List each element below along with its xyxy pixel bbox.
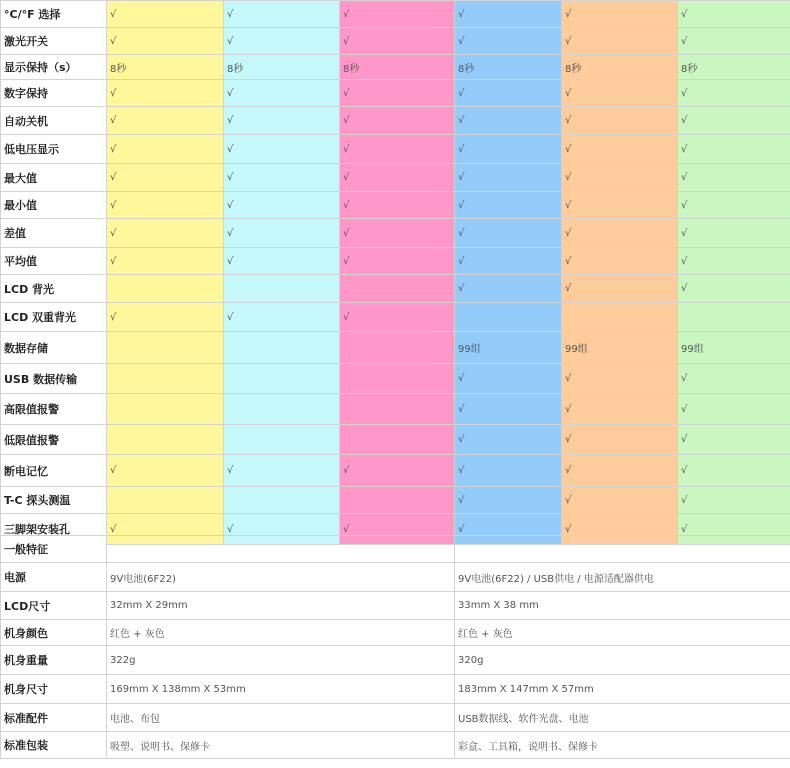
feature-value-model-2: [224, 394, 340, 425]
feature-value-model-5: √: [562, 135, 678, 164]
feature-label: 显示保持（s）: [1, 55, 107, 80]
feature-value-model-3: [340, 364, 455, 394]
feature-value-model-4: √: [455, 219, 562, 248]
feature-row: [1, 275, 790, 303]
feature-value-model-6: √: [678, 394, 790, 425]
feature-value-model-6: √: [678, 364, 790, 394]
feature-value-model-6: 8秒: [678, 55, 790, 80]
feature-value-model-5: √: [562, 455, 678, 487]
feature-value-model-6: √: [678, 248, 790, 275]
feature-value-model-2: √: [224, 107, 340, 135]
feature-value-model-1: 8秒: [107, 55, 224, 80]
feature-label: 自动关机: [1, 107, 107, 135]
feature-value-model-4: √: [455, 394, 562, 425]
general-value-right: 33mm X 38 mm: [455, 592, 790, 620]
feature-label: °C/°F 选择: [1, 1, 107, 28]
feature-value-model-5: √: [562, 80, 678, 107]
feature-value-model-1: √: [107, 164, 224, 192]
feature-value-model-2: √: [224, 1, 340, 28]
feature-value-model-1: √: [107, 107, 224, 135]
feature-value-model-6: √: [678, 80, 790, 107]
feature-value-model-5: √: [562, 514, 678, 545]
feature-row: [1, 248, 790, 275]
feature-row: [1, 135, 790, 164]
feature-value-model-4: √: [455, 1, 562, 28]
feature-value-model-4: √: [455, 455, 562, 487]
feature-value-model-2: √: [224, 28, 340, 55]
feature-row: [1, 332, 790, 364]
feature-value-model-4: √: [455, 164, 562, 192]
feature-label: 高限值报警: [1, 394, 107, 425]
feature-value-model-1: [107, 425, 224, 455]
feature-value-model-6: 99组: [678, 332, 790, 364]
feature-value-model-1: √: [107, 192, 224, 219]
feature-value-model-4: √: [455, 28, 562, 55]
general-value-left: 吸塑、说明书、保修卡: [107, 732, 455, 759]
feature-value-model-1: √: [107, 455, 224, 487]
general-row: [1, 675, 790, 704]
feature-value-model-4: √: [455, 425, 562, 455]
feature-value-model-2: [224, 364, 340, 394]
general-value-right: 183mm X 147mm X 57mm: [455, 675, 790, 704]
general-heading-spacer: [107, 536, 455, 563]
feature-value-model-1: √: [107, 514, 224, 545]
general-row: [1, 646, 790, 675]
feature-value-model-5: √: [562, 164, 678, 192]
feature-value-model-5: 99组: [562, 332, 678, 364]
general-row: [1, 620, 790, 646]
general-row: [1, 732, 790, 759]
feature-value-model-1: √: [107, 28, 224, 55]
feature-value-model-3: √: [340, 135, 455, 164]
feature-value-model-4: √: [455, 135, 562, 164]
feature-label: T-C 探头测温: [1, 487, 107, 514]
feature-label: 差值: [1, 219, 107, 248]
feature-label: 数据存储: [1, 332, 107, 364]
feature-value-model-5: [562, 303, 678, 332]
feature-value-model-5: √: [562, 364, 678, 394]
feature-value-model-5: √: [562, 394, 678, 425]
feature-value-model-6: √: [678, 487, 790, 514]
feature-value-model-2: √: [224, 164, 340, 192]
feature-row: [1, 55, 790, 80]
feature-label: 低限值报警: [1, 425, 107, 455]
general-heading-row: [1, 536, 790, 563]
feature-row: [1, 455, 790, 487]
feature-value-model-5: √: [562, 28, 678, 55]
general-value-right: 彩盒、工具箱，说明书、保修卡: [455, 732, 790, 759]
feature-value-model-2: √: [224, 192, 340, 219]
feature-value-model-1: √: [107, 80, 224, 107]
feature-value-model-6: √: [678, 107, 790, 135]
feature-value-model-5: √: [562, 107, 678, 135]
feature-value-model-3: √: [340, 192, 455, 219]
feature-value-model-6: [678, 303, 790, 332]
feature-value-model-3: √: [340, 455, 455, 487]
general-value-left: 电池、布包: [107, 704, 455, 732]
general-row: [1, 563, 790, 592]
feature-value-model-2: √: [224, 80, 340, 107]
general-value-left: 32mm X 29mm: [107, 592, 455, 620]
feature-value-model-3: √: [340, 1, 455, 28]
feature-value-model-6: √: [678, 1, 790, 28]
feature-value-model-1: [107, 275, 224, 303]
feature-value-model-2: [224, 425, 340, 455]
feature-value-model-3: √: [340, 248, 455, 275]
feature-value-model-3: 8秒: [340, 55, 455, 80]
feature-value-model-4: √: [455, 107, 562, 135]
feature-value-model-2: √: [224, 248, 340, 275]
feature-value-model-4: 99组: [455, 332, 562, 364]
feature-row: [1, 1, 790, 28]
general-value-left: 红色 + 灰色: [107, 620, 455, 646]
feature-value-model-3: [340, 425, 455, 455]
general-label: 标准包装: [1, 732, 107, 759]
feature-value-model-2: √: [224, 303, 340, 332]
feature-value-model-6: √: [678, 164, 790, 192]
feature-label: 数字保持: [1, 80, 107, 107]
feature-label: LCD 背光: [1, 275, 107, 303]
general-value-left: 9V电池(6F22): [107, 563, 455, 592]
feature-value-model-3: [340, 332, 455, 364]
feature-value-model-6: √: [678, 192, 790, 219]
feature-value-model-2: √: [224, 219, 340, 248]
feature-value-model-2: [224, 487, 340, 514]
feature-value-model-6: √: [678, 455, 790, 487]
general-value-left: 169mm X 138mm X 53mm: [107, 675, 455, 704]
general-label: 机身颜色: [1, 620, 107, 646]
general-row: [1, 704, 790, 732]
feature-value-model-1: [107, 487, 224, 514]
feature-value-model-3: [340, 487, 455, 514]
feature-value-model-5: √: [562, 275, 678, 303]
feature-value-model-3: √: [340, 219, 455, 248]
feature-value-model-4: √: [455, 514, 562, 545]
feature-value-model-5: √: [562, 1, 678, 28]
feature-value-model-1: √: [107, 248, 224, 275]
feature-value-model-3: √: [340, 107, 455, 135]
feature-label: 平均值: [1, 248, 107, 275]
feature-label: 低电压显示: [1, 135, 107, 164]
feature-value-model-5: √: [562, 192, 678, 219]
general-value-right: 320g: [455, 646, 790, 675]
feature-value-model-3: [340, 394, 455, 425]
feature-value-model-3: [340, 275, 455, 303]
feature-value-model-2: √: [224, 135, 340, 164]
general-features-table: [0, 535, 790, 759]
feature-value-model-4: √: [455, 80, 562, 107]
feature-value-model-5: √: [562, 219, 678, 248]
general-row: [1, 592, 790, 620]
feature-value-model-3: √: [340, 514, 455, 545]
feature-value-model-4: √: [455, 275, 562, 303]
feature-row: [1, 364, 790, 394]
feature-value-model-5: √: [562, 248, 678, 275]
feature-value-model-1: [107, 394, 224, 425]
feature-row: [1, 107, 790, 135]
feature-value-model-4: 8秒: [455, 55, 562, 80]
general-label: 机身尺寸: [1, 675, 107, 704]
general-value-right: USB数据线、软件光盘、电池: [455, 704, 790, 732]
feature-value-model-6: √: [678, 28, 790, 55]
feature-row: [1, 303, 790, 332]
feature-label: 最小值: [1, 192, 107, 219]
general-value-right: 9V电池(6F22) / USB供电 / 电源适配器供电: [455, 563, 790, 592]
feature-row: [1, 219, 790, 248]
general-label: LCD尺寸: [1, 592, 107, 620]
general-value-right: 红色 + 灰色: [455, 620, 790, 646]
feature-value-model-3: √: [340, 28, 455, 55]
feature-row: [1, 192, 790, 219]
feature-value-model-5: √: [562, 487, 678, 514]
feature-value-model-2: [224, 275, 340, 303]
feature-label: 最大值: [1, 164, 107, 192]
feature-value-model-5: √: [562, 425, 678, 455]
feature-value-model-6: √: [678, 135, 790, 164]
feature-label: USB 数据传输: [1, 364, 107, 394]
feature-value-model-3: √: [340, 164, 455, 192]
feature-value-model-3: √: [340, 303, 455, 332]
general-label: 电源: [1, 563, 107, 592]
feature-value-model-4: √: [455, 192, 562, 219]
feature-row: [1, 425, 790, 455]
feature-value-model-5: 8秒: [562, 55, 678, 80]
feature-value-model-4: √: [455, 248, 562, 275]
feature-value-model-6: √: [678, 425, 790, 455]
feature-row: [1, 394, 790, 425]
feature-value-model-1: [107, 364, 224, 394]
general-label: 标准配件: [1, 704, 107, 732]
feature-value-model-6: √: [678, 219, 790, 248]
feature-value-model-4: √: [455, 487, 562, 514]
feature-value-model-1: √: [107, 303, 224, 332]
feature-row: [1, 80, 790, 107]
feature-value-model-2: √: [224, 514, 340, 545]
feature-value-model-1: √: [107, 1, 224, 28]
general-heading: 一般特征: [1, 536, 107, 563]
feature-label: 激光开关: [1, 28, 107, 55]
feature-value-model-6: √: [678, 514, 790, 545]
feature-label: 三脚架安装孔: [1, 514, 107, 545]
general-heading-spacer: [455, 536, 790, 563]
feature-value-model-3: √: [340, 80, 455, 107]
general-label: 机身重量: [1, 646, 107, 675]
feature-value-model-2: 8秒: [224, 55, 340, 80]
feature-label: 断电记忆: [1, 455, 107, 487]
feature-value-model-6: √: [678, 275, 790, 303]
feature-value-model-2: [224, 332, 340, 364]
feature-row: [1, 487, 790, 514]
feature-row: [1, 28, 790, 55]
feature-value-model-4: √: [455, 364, 562, 394]
feature-label: LCD 双重背光: [1, 303, 107, 332]
feature-value-model-1: √: [107, 135, 224, 164]
feature-value-model-2: √: [224, 455, 340, 487]
feature-value-model-1: [107, 332, 224, 364]
feature-value-model-1: √: [107, 219, 224, 248]
feature-value-model-4: [455, 303, 562, 332]
general-value-left: 322g: [107, 646, 455, 675]
feature-row: [1, 164, 790, 192]
